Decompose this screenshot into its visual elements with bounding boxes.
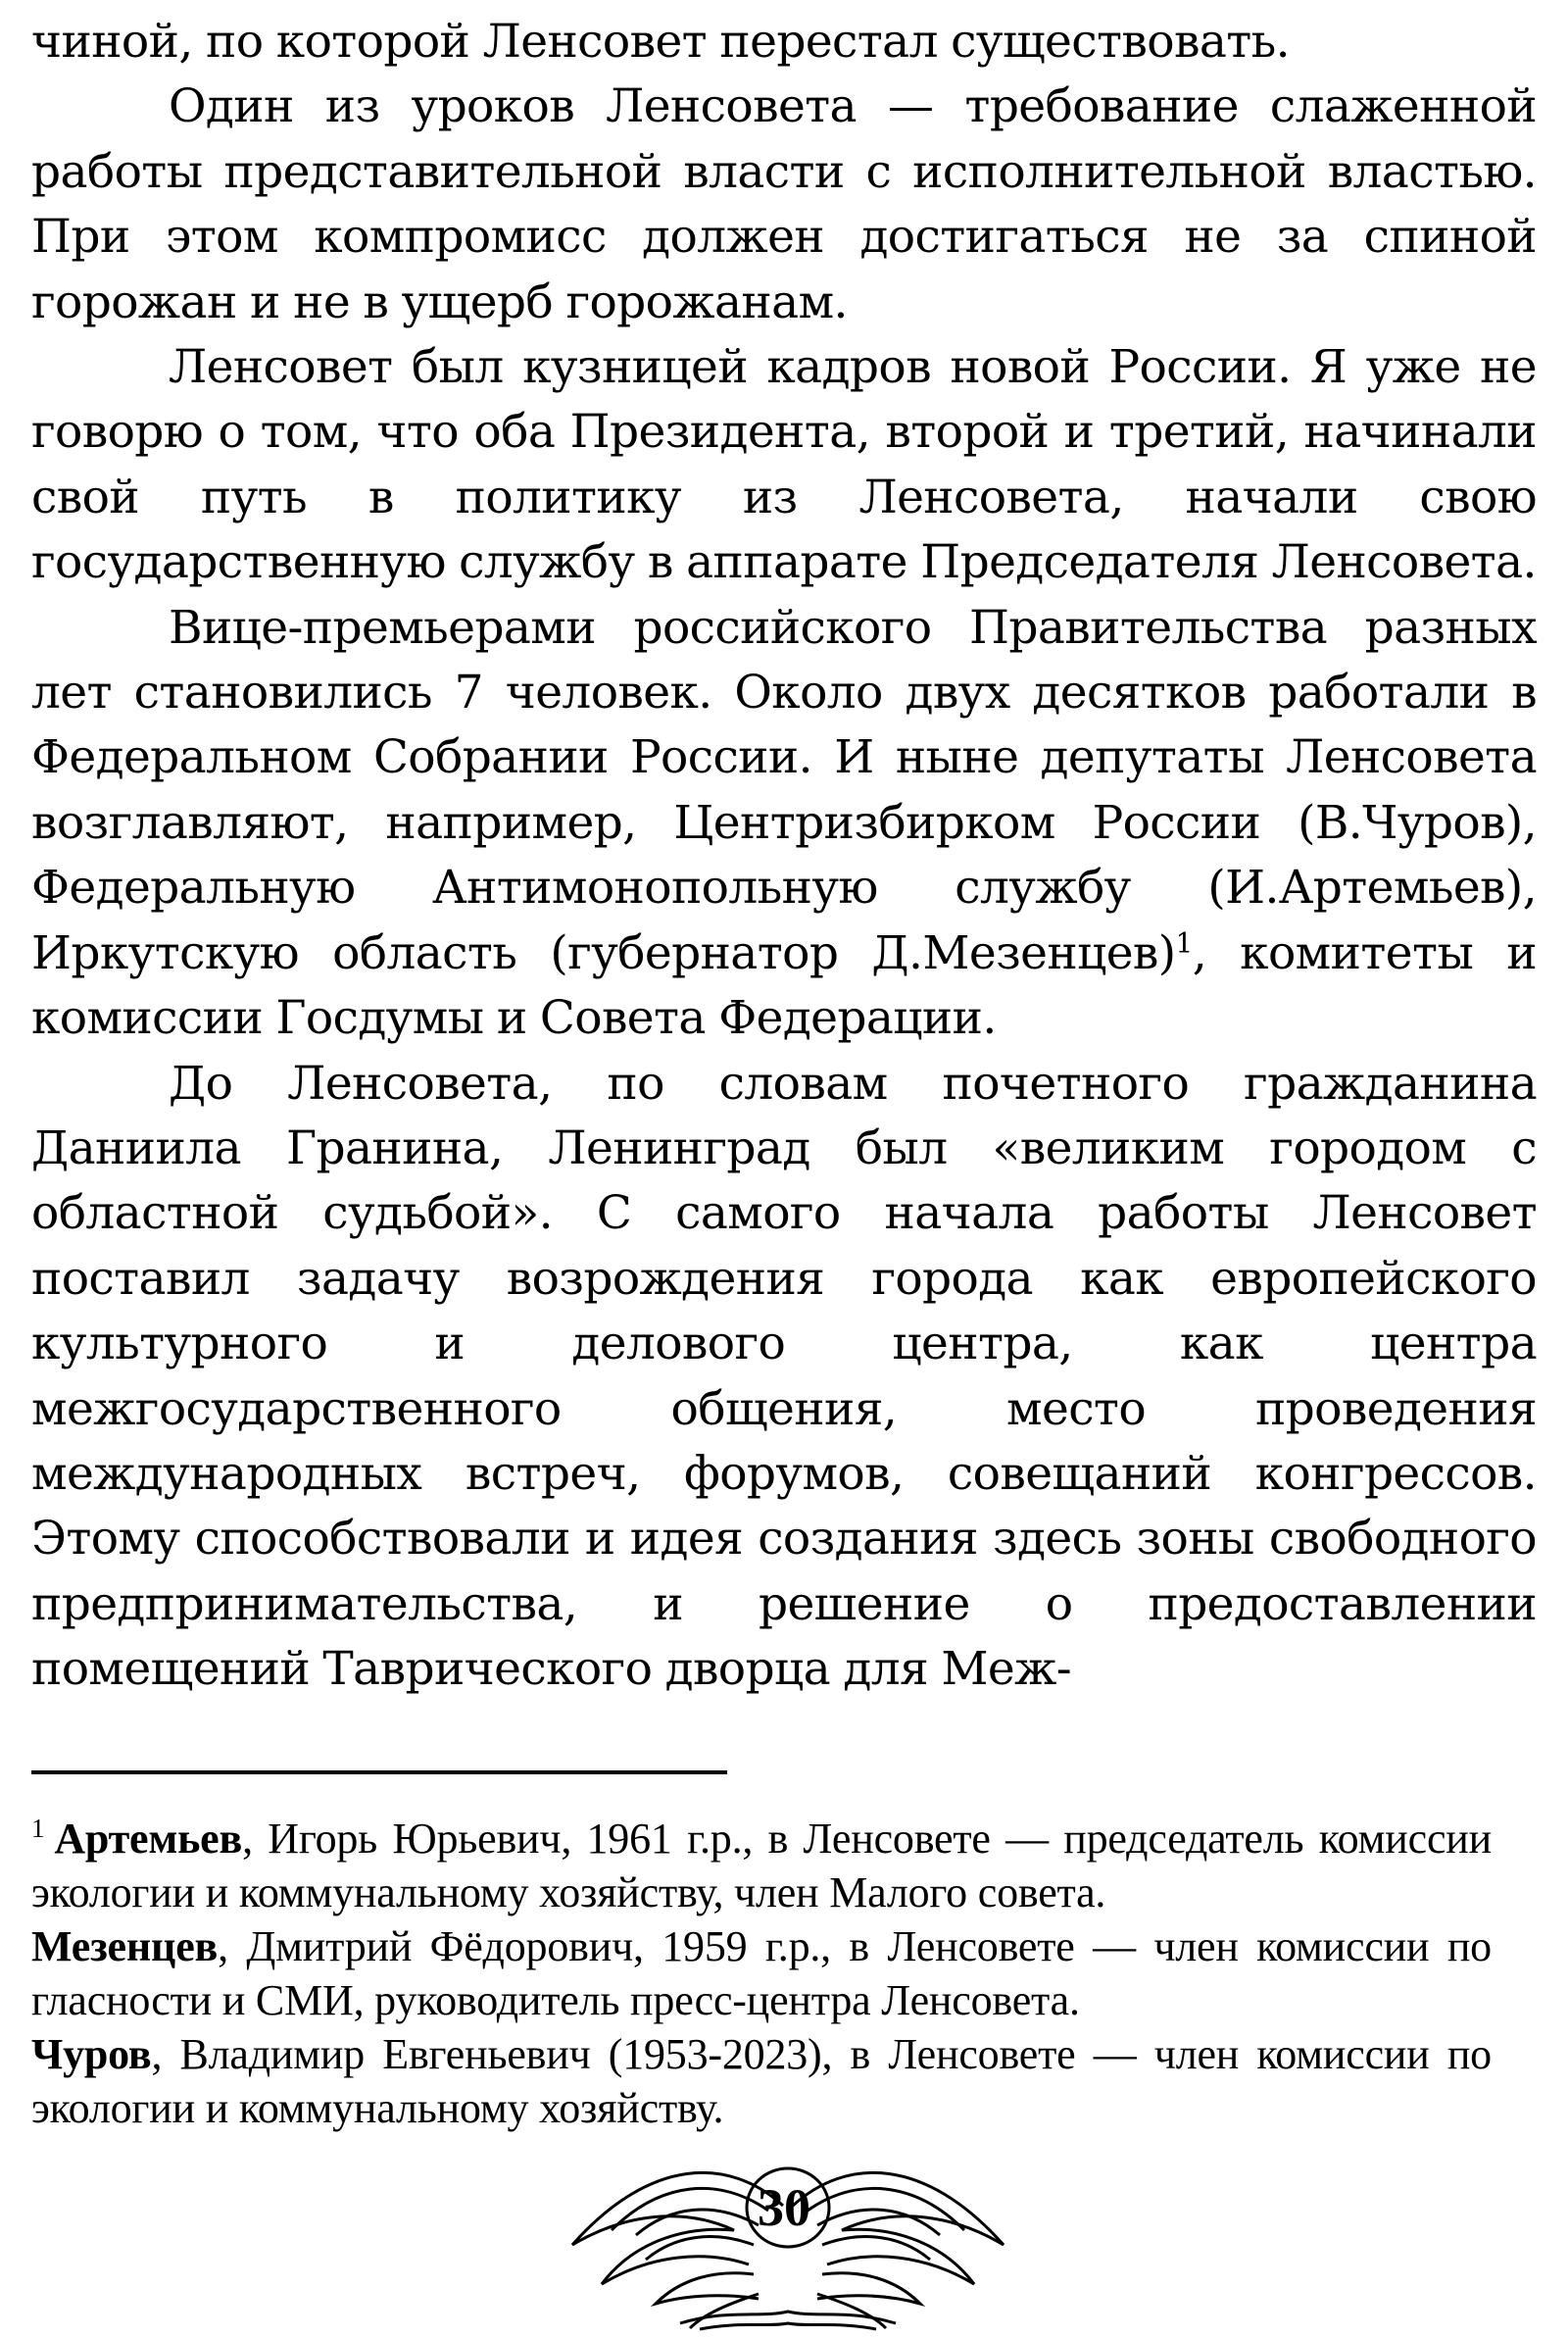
paragraph: Один из уроков Ленсовета — требование слаженной работы представительной власти с исполнительной властью. При этом компромисс должен достигаться не за спиной горожан и не в ущерб горожанам.: [31, 79, 1537, 329]
footnote-text: , Игорь Юрьевич, 1961 г.р., в Ленсовете — председатель комиссии экологии и коммунальному хозяйству, член Малого совета.: [31, 1815, 1492, 1916]
main-text: [31, 10, 1537, 1703]
footnote-text: , Владимир Евгеньевич (1953-2023), в Ленсовете — член комиссии по экологии и коммунальному хозяйству.: [31, 2030, 1492, 2132]
paragraph-text: Вице-премьерами российского Правительства разных лет становились 7 человек. Около двух десятков работали в Федеральном Собрании России. И ныне депутаты Ленсовета возглавляют, например, Центризбирком России (В.Чуров), Федеральную Антимонопольную службу (И.Артемьев), Иркутскую область (губернатор Д.Мезенцев): [31, 600, 1537, 980]
footnote-name: Артемьев: [54, 1815, 243, 1863]
footnote-mark: 1: [31, 1814, 45, 1843]
book-page: [31, 0, 1537, 2338]
footnote-reference[interactable]: 1: [1175, 926, 1193, 960]
footnote-text: , Дмитрий Фёдорович, 1959 г.р., в Ленсовете — член комиссии по гласности и СМИ, руководитель пресс-центра Ленсовета.: [31, 1922, 1492, 2024]
footnote-entry: [31, 1802, 1492, 1919]
paragraph-text: , комитеты и комиссии Госдумы и Совета Федерации.: [31, 925, 1537, 1046]
footnote-name: Мезенцев: [31, 1922, 219, 1970]
footnotes: [31, 1802, 1492, 2135]
footnote-entry: [31, 1919, 1492, 2027]
paragraph-continued: чиной, по которой Ленсовет перестал существовать.: [31, 15, 1290, 69]
paragraph: До Ленсовета, по словам почетного гражданина Даниила Гранина, Ленинград был «великим городом с областной судьбой». С самого начала работы Ленсовет поставил задачу возрождения города как европейского культурного и делового центра, как центра межгосударственного общения, место проведения международных встреч, форумов, совещаний конгрессов. Этому способствовали и идея создания здесь зоны свободного предпринимательства, и решение о предоставлении помещений Таврического дворца для Меж-: [31, 1056, 1537, 1697]
footnote-separator: [31, 1770, 727, 1774]
footnote-name: Чуров: [31, 2030, 152, 2078]
paragraph: Ленсовет был кузницей кадров новой России. Я уже не говорю о том, что оба Президента, второй и третий, начинали свой путь в политику из Ленсовета, начали свою государственную службу в аппарате Председателя Ленсовета.: [31, 340, 1537, 590]
paragraph-with-footnote: [31, 596, 1537, 1052]
footnote-entry: [31, 2027, 1492, 2135]
page-number: 30: [758, 2178, 810, 2237]
